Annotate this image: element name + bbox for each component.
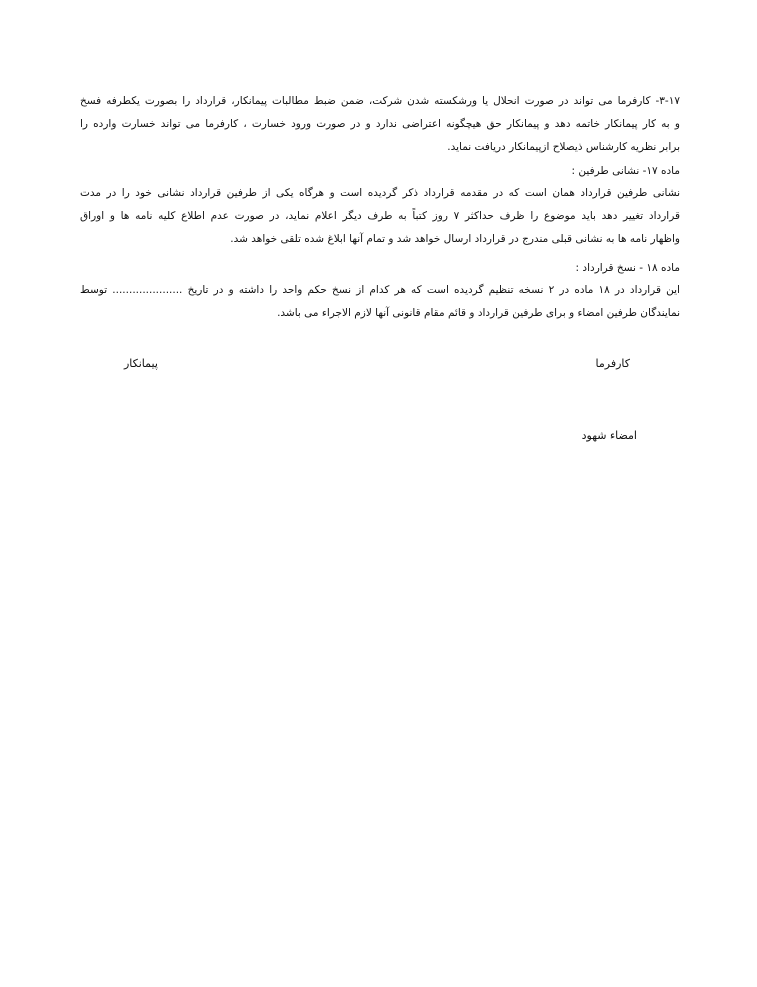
paragraph-line: این قرارداد در ۱۸ ماده در ۲ نسخه تنظیم گردیده است که هر کدام از نسخ حکم واحد را داشته و در تاریخ ..................... توسط: [80, 284, 680, 296]
paragraph-line: ۳-۱۷- کارفرما می تواند در صورت انحلال یا ورشکسته شدن شرکت، ضمن ضبط مطالبات پیمانکار، قرارداد را بصورت یکطرفه فسخ: [80, 95, 680, 107]
witnesses-signature-label: امضاء شهود: [581, 429, 637, 442]
paragraph-line: واظهار نامه ها به نشانی قبلی مندرج در قرارداد ارسال خواهد شد و تمام آنها ابلاغ شده تلقی خواهد شد.: [230, 233, 680, 245]
employer-signature-label: کارفرما: [595, 357, 630, 370]
heading-text: ماده ۱۷- نشانی طرفین :: [571, 165, 680, 177]
clause-17-3-paragraph: [80, 90, 680, 159]
paragraph-line: و به کار پیمانکار خاتمه دهد و پیمانکار حق هیچگونه اعتراضی ندارد و در صورت ورود خسارت ، کارفرما می تواند خسارت وارده را: [80, 118, 680, 130]
paragraph-line: برابر نظریه کارشناس ذیصلاح ازپیمانکار دریافت نماید.: [447, 141, 680, 153]
paragraph-line: قرارداد تغییر دهد باید موضوع را ظرف حداکثر ۷ روز کتباً به طرف دیگر اعلام نماید، در صورت عدم اطلاع کلیه نامه ها و اوراق: [80, 210, 680, 222]
paragraph-line: نمایندگان طرفین امضاء و برای طرفین قرارداد و قائم مقام قانونی آنها لازم الاجراء می باشد.: [277, 307, 680, 319]
article-18-paragraph: [80, 279, 680, 325]
contractor-signature-label: پیمانکار: [124, 357, 158, 370]
paragraph-line: نشانی طرفین قرارداد همان است که در مقدمه قرارداد ذکر گردیده است و هرگاه یکی از طرفین قرارداد نشانی خود را در مدت: [80, 187, 680, 199]
article-17-paragraph: [80, 182, 680, 251]
article-17-heading: [80, 160, 680, 183]
heading-text: ماده ۱۸ - نسخ قرارداد :: [575, 262, 680, 274]
article-18-heading: [80, 257, 680, 280]
